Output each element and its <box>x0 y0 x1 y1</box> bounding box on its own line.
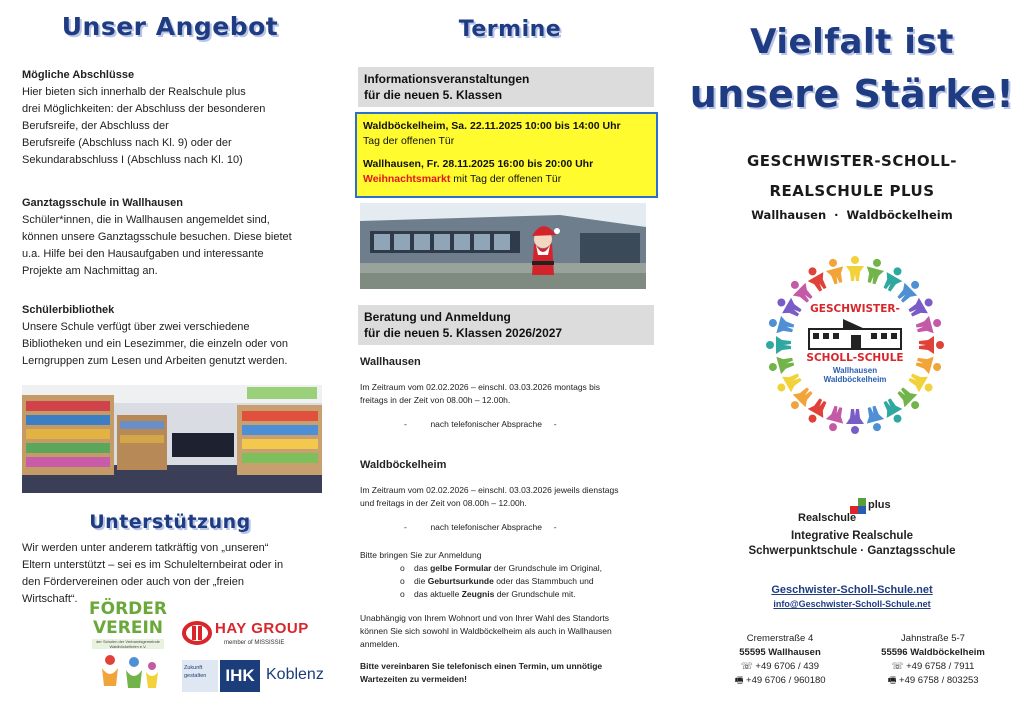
bring-item-post: oder das Stammbuch und <box>493 576 594 586</box>
email-link[interactable]: info@Geschwister-Scholl-Schule.net <box>773 599 931 609</box>
wald-text: und freitags in der Zeit von 08.00h – 12.00h. <box>360 498 527 508</box>
library-photo <box>22 385 322 493</box>
school-building-photo <box>360 203 646 289</box>
child-figure <box>803 263 831 294</box>
ganztag-line: u.a. Hilfe bei den Hausaufgaben und interessante <box>22 248 264 260</box>
bring-section <box>360 549 675 601</box>
support-section <box>22 540 337 608</box>
child-figure <box>863 257 887 286</box>
logo-sub2: Waldböckelheim <box>823 375 887 384</box>
event1-place: Waldböckelheim <box>363 120 446 132</box>
termin-line: Bitte vereinbaren Sie telefonisch einen Termin, um unnötige <box>360 661 603 671</box>
ganztag-line: können unsere Ganztagsschule besuchen. Diese bietet <box>22 231 292 243</box>
child-figure <box>914 313 943 337</box>
abschluss-title: Mögliche Abschlüsse <box>22 69 135 81</box>
child-figure <box>766 336 791 354</box>
bullet: o <box>400 576 405 586</box>
abschluss-section <box>22 67 332 169</box>
addr1-street: Cremerstraße 4 <box>746 633 814 644</box>
school-name-line1: GESCHWISTER-SCHOLL- <box>746 152 958 170</box>
hay-group-sub: member of MISSISSIE <box>224 640 285 646</box>
unab-line: Unabhängig von Ihrem Wohnort und von Ihrer Wahl des Standorts <box>360 613 610 623</box>
logo-foerder-line1: FÖRDER <box>89 599 167 619</box>
event1-date: , Sa. 22.11.2025 10:00 bis 14:00 Uhr <box>445 120 621 132</box>
address-waldboeckelheim <box>858 632 1008 688</box>
wald-title: Waldböckelheim <box>360 459 447 471</box>
child-figure <box>823 404 847 433</box>
bullet: o <box>400 563 405 573</box>
event1-heading <box>363 119 650 134</box>
child-figure <box>846 256 864 281</box>
wallhausen-phone-note: - nach telefonischer Absprache - <box>404 419 557 429</box>
offer-heading: Unser Angebot <box>61 12 279 41</box>
bib-title: Schülerbibliothek <box>22 304 115 316</box>
addr1-fax: 🖷 +49 6706 / 960180 <box>734 675 826 686</box>
abschluss-line: Sekundarabschluss I (Abschluss nach Kl. 10) <box>22 154 243 166</box>
wald-phone-note: - nach telefonischer Absprache - <box>404 522 557 532</box>
unab-line: können Sie sich sowohl in Waldböckelheim als auch in Wallhausen <box>360 626 612 636</box>
support-heading: Unterstützung <box>89 511 251 533</box>
bring-item <box>360 575 675 588</box>
hay-group-name: HAY GROUP <box>215 620 309 637</box>
hay-group-logo <box>182 618 327 652</box>
addr2-city: 55596 Waldböckelheim <box>881 647 985 658</box>
addr2-street: Jahnstraße 5-7 <box>901 633 965 644</box>
ihk-logo <box>182 660 327 692</box>
slogan-line2: unsere Stärke! <box>689 72 1015 116</box>
school-type-2: Schwerpunktschule · Ganztagsschule <box>748 545 956 557</box>
column-school <box>680 0 1024 727</box>
child-figure <box>767 353 796 377</box>
slogan-line1: Vielfalt ist <box>750 22 954 62</box>
support-line: Wir werden unter anderem tatkräftig von „unseren“ <box>22 542 269 554</box>
hay-group-icon <box>182 620 212 646</box>
address-wallhausen <box>710 632 850 688</box>
abschluss-line: Berufsreife (Abschluss nach Kl. 9) oder der <box>22 137 232 149</box>
ganztag-line: Projekte am Nachmittag an. <box>22 265 158 277</box>
info-box-line1: Informationsveranstaltungen <box>364 72 530 86</box>
foerder-figures-icon <box>88 650 168 692</box>
bib-section <box>22 302 337 370</box>
abschluss-line: Hier bieten sich innerhalb der Realschule plus <box>22 86 246 98</box>
bring-item-pre: das <box>414 563 431 573</box>
child-figure <box>914 353 943 377</box>
logo-foerder-line2: VEREIN <box>92 618 164 638</box>
termin-line: Wartezeiten zu vermeiden! <box>360 674 467 684</box>
beratung-line2: für die neuen 5. Klassen 2026/2027 <box>364 326 563 340</box>
child-figure <box>919 336 944 354</box>
logo-top-text: GESCHWISTER- <box>810 303 900 315</box>
rs-plus-text: plus <box>868 499 891 511</box>
logo-sub1: Wallhausen <box>832 366 878 375</box>
bring-item-pre: das aktuelle <box>414 589 462 599</box>
bring-item <box>360 562 675 575</box>
bring-item-bold: Zeugnis <box>461 589 495 599</box>
addr2-phone: ☏ +49 6758 / 7911 <box>891 661 975 672</box>
child-figure <box>803 396 831 427</box>
ihk-city-text: Koblenz <box>266 666 324 683</box>
school-type-1: Integrative Realschule <box>790 530 914 542</box>
ihk-small-text: Zukunft gestalten <box>182 660 218 692</box>
bring-item-bold: gelbe Formular <box>430 563 492 573</box>
beratung-line1: Beratung und Anmeldung <box>364 310 511 324</box>
bib-line: Unsere Schule verfügt über zwei verschiedene <box>22 321 250 333</box>
wald-text: Im Zeitraum vom 02.02.2026 – einschl. 03.03.2026 jeweils dienstags <box>360 485 619 495</box>
bring-intro: Bitte bringen Sie zur Anmeldung <box>360 550 482 560</box>
beratung-box <box>358 305 654 345</box>
school-building-icon <box>795 317 915 351</box>
ganztag-section <box>22 195 332 280</box>
bring-item-post: der Grundschule im Original, <box>491 563 603 573</box>
event2-date: , Fr. 28.11.2025 16:00 bis 20:00 Uhr <box>420 158 594 170</box>
wallhausen-section <box>360 356 670 431</box>
child-figure <box>846 409 864 434</box>
events-highlight-box <box>355 112 658 198</box>
unab-line: anmelden. <box>360 639 400 649</box>
event1-desc: Tag der offenen Tür <box>363 135 455 147</box>
column-dates <box>345 0 675 727</box>
dates-heading: Termine <box>458 17 562 42</box>
waldboeckelheim-section <box>360 459 675 534</box>
bring-item-post: der Grundschule mit. <box>494 589 576 599</box>
logo-inner <box>795 303 915 389</box>
logo-bottom-text: SCHOLL-SCHULE <box>806 352 904 364</box>
school-locations: Wallhausen · Waldböckelheim <box>751 208 953 222</box>
school-name-line2: REALSCHULE PLUS <box>769 182 935 200</box>
foerderverein-logo <box>88 600 168 692</box>
support-line: Eltern unterstützt – sei es im Schulelternbeirat oder in <box>22 559 284 571</box>
termin-note <box>360 660 675 686</box>
child-figure <box>767 313 796 337</box>
bring-item-bold: Geburtsurkunde <box>427 576 494 586</box>
event2-place: Wallhausen <box>363 158 421 170</box>
child-figure <box>823 257 847 286</box>
ihk-main-text: IHK <box>220 660 260 692</box>
event2-red-text: Weihnachtsmarkt <box>363 173 451 185</box>
bring-item-pre: die <box>414 576 428 586</box>
event2-rest-text: mit Tag der offenen Tür <box>450 173 562 185</box>
addr1-city: 55595 Wallhausen <box>739 647 821 658</box>
bib-line: Bibliotheken und ein Lesezimmer, die einzeln oder von <box>22 338 288 350</box>
wallhausen-text: Im Zeitraum vom 02.02.2026 – einschl. 03.03.2026 montags bis <box>360 382 601 392</box>
bring-item <box>360 588 675 601</box>
child-figure <box>879 263 907 294</box>
realschule-plus-logo <box>798 498 908 526</box>
wallhausen-text: freitags in der Zeit von 08.00h – 12.00h. <box>360 395 511 405</box>
child-figure <box>879 396 907 427</box>
ganztag-line: Schüler*innen, die in Wallhausen angemeldet sind, <box>22 214 270 226</box>
school-logo <box>765 255 945 435</box>
info-events-box <box>358 67 654 107</box>
column-offer <box>0 0 340 727</box>
bullet: o <box>400 589 405 599</box>
unabhaengig-section <box>360 612 675 651</box>
support-line: Wirtschaft“. <box>22 593 78 605</box>
abschluss-line: Berufsreife, der Abschluss der <box>22 120 169 132</box>
addr2-fax: 🖷 +49 6758 / 803253 <box>887 675 979 686</box>
wallhausen-title: Wallhausen <box>360 356 421 368</box>
support-line: den Fördervereinen oder auch von der „freien <box>22 576 244 588</box>
rs-word-text: Realschule <box>798 512 857 524</box>
event2-heading <box>363 157 650 172</box>
bib-line: Lerngruppen zum Lesen und Arbeiten genutzt werden. <box>22 355 288 367</box>
website-link[interactable]: Geschwister-Scholl-Schule.net <box>771 584 933 596</box>
logo-foerder-sub: der Schulen der Verbandsgemeinde Waldböckelheim e.V. <box>92 639 164 649</box>
ganztag-title: Ganztagsschule in Wallhausen <box>22 197 183 209</box>
addr1-phone: ☏ +49 6706 / 439 <box>740 661 820 672</box>
child-figure <box>863 404 887 433</box>
abschluss-line: drei Möglichkeiten: der Abschluss der besonderen <box>22 103 266 115</box>
info-box-line2: für die neuen 5. Klassen <box>364 88 503 102</box>
event2-desc <box>363 172 650 187</box>
